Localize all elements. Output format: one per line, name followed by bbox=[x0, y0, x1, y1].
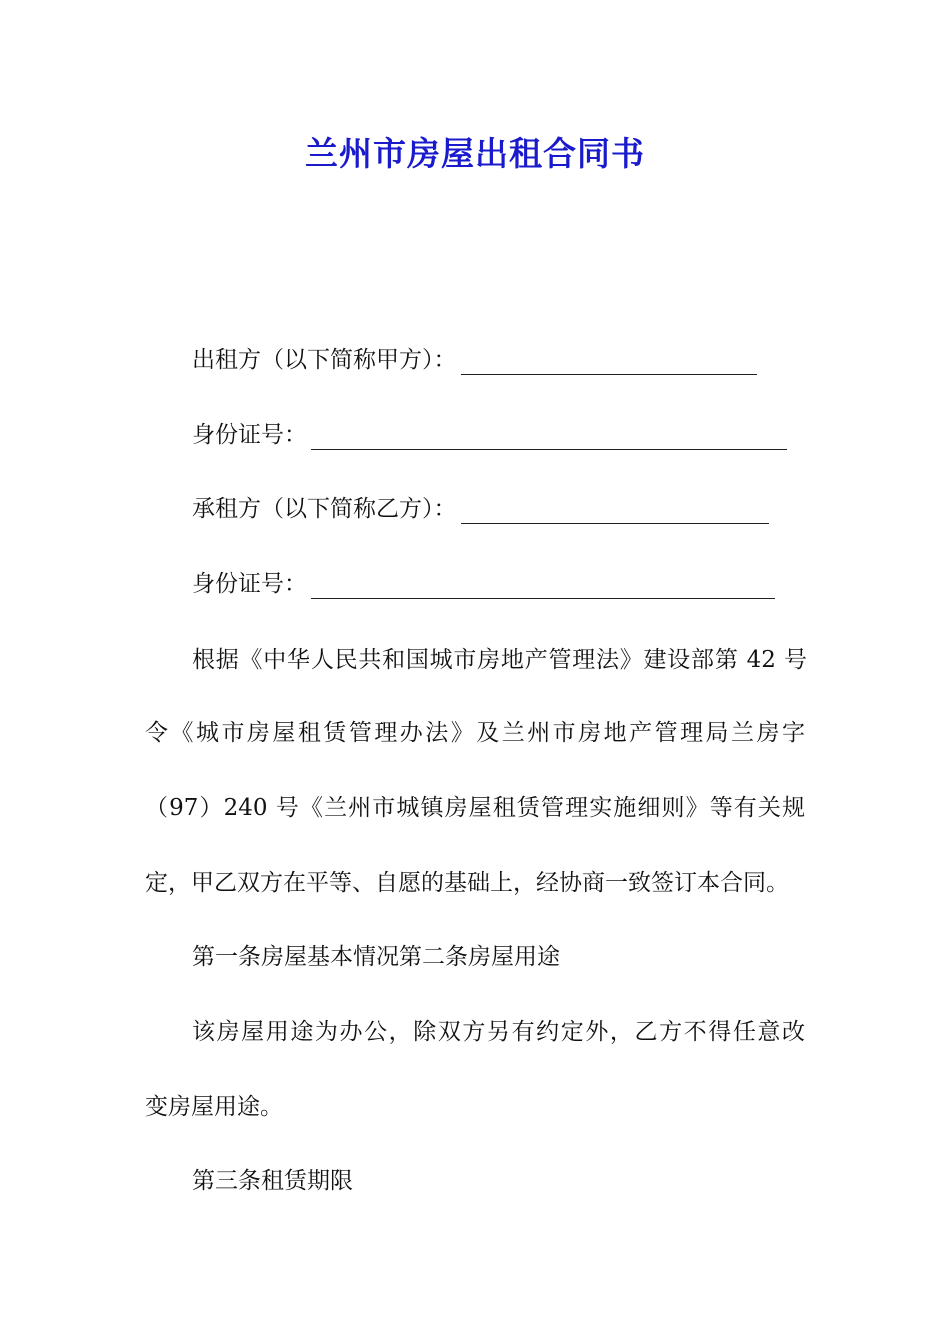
lessor-id-label: 身份证号： bbox=[192, 422, 307, 448]
article-heading: 第一条房屋基本情况第二条房屋用途 bbox=[192, 944, 560, 970]
lessor-field bbox=[192, 345, 857, 375]
lessee-id-field bbox=[192, 569, 857, 599]
lessor-label: 出租方（以下简称甲方）： bbox=[192, 347, 457, 373]
lessee-label: 承租方（以下简称乙方）： bbox=[192, 496, 457, 522]
lessor-blank[interactable] bbox=[461, 352, 757, 375]
paragraph-line: 定，甲乙双方在平等、自愿的基础上，经协商一致签订本合同。 bbox=[145, 870, 789, 896]
lessee-id-label: 身份证号： bbox=[192, 571, 307, 597]
paragraph-line: 令《城市房屋租赁管理办法》及兰州市房地产管理局兰房字 bbox=[145, 720, 805, 746]
article-heading: 第三条租赁期限 bbox=[192, 1168, 353, 1194]
document-title: 兰州市房屋出租合同书 bbox=[305, 134, 645, 173]
paragraph-line: 变房屋用途。 bbox=[145, 1094, 283, 1120]
lessee-id-blank[interactable] bbox=[311, 576, 775, 599]
paragraph-line: （97）240 号《兰州市城镇房屋租赁管理实施细则》等有关规 bbox=[145, 795, 805, 821]
paragraph-line: 根据《中华人民共和国城市房地产管理法》建设部第 42 号 bbox=[192, 647, 807, 673]
lessor-id-blank[interactable] bbox=[311, 427, 787, 450]
lessor-id-field bbox=[192, 420, 857, 450]
paragraph-line: 该房屋用途为办公，除双方另有约定外，乙方不得任意改 bbox=[192, 1019, 805, 1045]
lessee-blank[interactable] bbox=[461, 501, 769, 524]
lessee-field bbox=[192, 494, 857, 524]
